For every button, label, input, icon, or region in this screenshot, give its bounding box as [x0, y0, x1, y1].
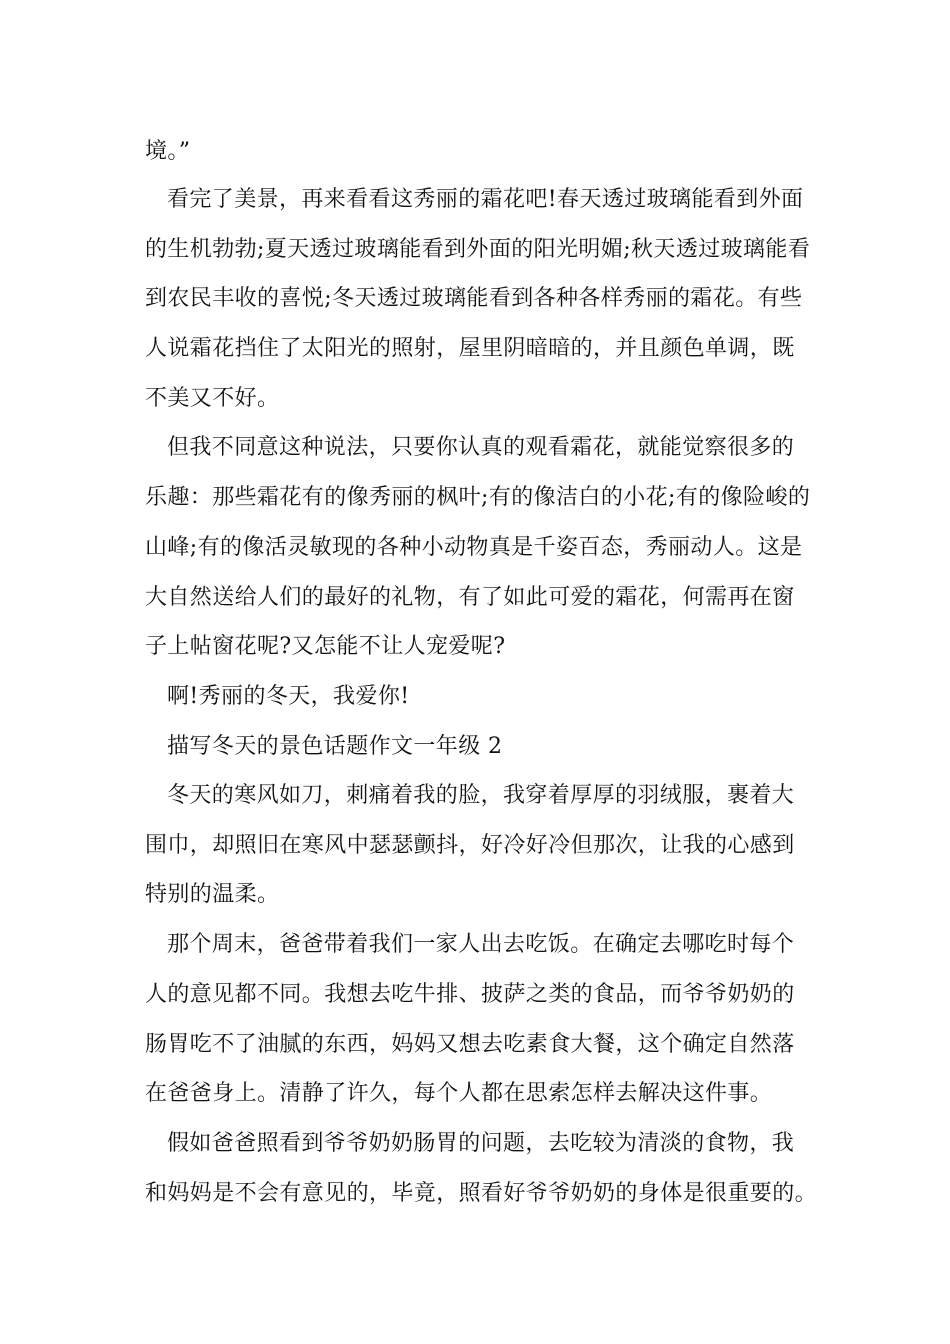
- text-line: 子上帖窗花呢?又怎能不让人宠爱呢?: [145, 634, 506, 659]
- text-line: 的生机勃勃;夏天透过玻璃能看到外面的阳光明媚;秋天透过玻璃能看: [145, 237, 811, 262]
- text-line: 到农民丰收的喜悦;冬天透过玻璃能看到各种各样秀丽的霜花。有些: [145, 286, 803, 311]
- text-line: 人的意见都不同。我想去吃牛排、披萨之类的食品，而爷爷奶奶的: [145, 982, 795, 1007]
- paragraph-start-line: 啊!秀丽的冬天，我爱你!: [167, 684, 410, 709]
- paragraph-start-line: 那个周末，爸爸带着我们一家人出去吃饭。在确定去哪吃时每个: [167, 932, 795, 957]
- section-heading: 描写冬天的景色话题作文一年级 2: [167, 734, 503, 759]
- paragraph-start-line: 但我不同意这种说法，只要你认真的观看霜花，就能觉察很多的: [167, 435, 795, 460]
- paragraph-start-line: 看完了美景，再来看看这秀丽的霜花吧!春天透过玻璃能看到外面: [167, 187, 804, 212]
- text-line: 围巾，却照旧在寒风中瑟瑟颤抖，好冷好冷但那次，让我的心感到: [145, 833, 795, 858]
- text-line: 肠胃吃不了油腻的东西，妈妈又想去吃素食大餐，这个确定自然落: [145, 1032, 795, 1057]
- text-line: 山峰;有的像活灵敏现的各种小动物真是千姿百态，秀丽动人。这是: [145, 535, 803, 560]
- text-line: 人说霜花挡住了太阳光的照射，屋里阴暗暗的，并且颜色单调，既: [145, 336, 795, 361]
- text-line: 不美又不好。: [145, 386, 280, 411]
- paragraph-start-line: 冬天的寒风如刀，刺痛着我的脸，我穿着厚厚的羽绒服，裹着大: [167, 783, 795, 808]
- text-line: 和妈妈是不会有意见的，毕竟，照看好爷爷奶奶的身体是很重要的。: [145, 1181, 818, 1206]
- text-line: 特别的温柔。: [145, 882, 280, 907]
- text-line: 境。”: [145, 139, 191, 164]
- text-line: 大自然送给人们的最好的礼物，有了如此可爱的霜花，何需再在窗: [145, 585, 795, 610]
- text-line: 乐趣：那些霜花有的像秀丽的枫叶;有的像洁白的小花;有的像险峻的: [145, 485, 811, 510]
- text-line: 在爸爸身上。清静了许久，每个人都在思索怎样去解决这件事。: [145, 1081, 773, 1106]
- paragraph-start-line: 假如爸爸照看到爷爷奶奶肠胃的问题，去吃较为清淡的食物，我: [167, 1131, 795, 1156]
